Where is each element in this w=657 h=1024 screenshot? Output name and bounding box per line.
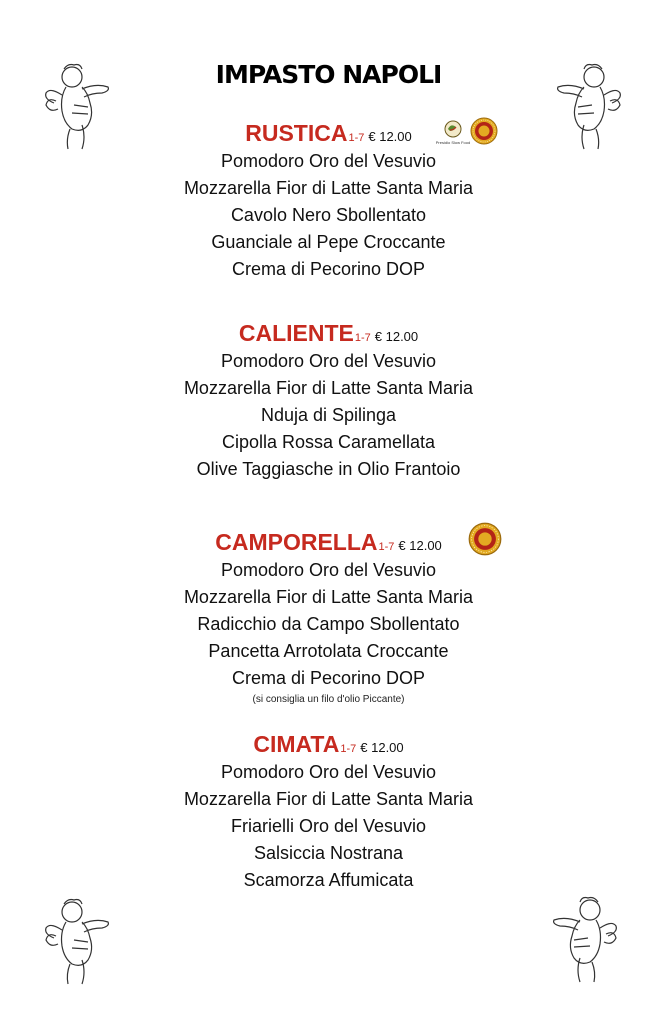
ingredient: Pomodoro Oro del Vesuvio xyxy=(220,351,437,371)
menu-item xyxy=(0,527,657,708)
cherub-icon xyxy=(42,890,114,990)
ingredient: Friarielli Oro del Vesuvio xyxy=(230,816,427,836)
slow-food-icon xyxy=(435,118,471,146)
ingredient: Olive Taggiasche in Olio Frantoio xyxy=(196,459,461,479)
ingredient: Scamorza Affumicata xyxy=(243,870,414,890)
ingredient: Mozzarella Fior di Latte Santa Maria xyxy=(183,378,474,398)
dish-name: CAMPORELLA xyxy=(215,529,378,555)
ingredient: Salsiccia Nostrana xyxy=(253,843,404,863)
dish-allergens: 1-7 xyxy=(354,332,371,344)
dish-header xyxy=(0,118,657,148)
ingredient: Radicchio da Campo Sbollentato xyxy=(197,614,460,634)
ingredient: Cipolla Rossa Caramellata xyxy=(221,432,436,452)
dish-allergens: 1-7 xyxy=(378,541,395,553)
menu-item xyxy=(0,729,657,894)
ingredient: Nduja di Spilinga xyxy=(260,405,397,425)
dish-price: € 12.00 xyxy=(360,740,404,755)
ingredient: Mozzarella Fior di Latte Santa Maria xyxy=(183,587,474,607)
ingredient: Cavolo Nero Sbollentato xyxy=(230,205,427,225)
dish-name: RUSTICA xyxy=(245,120,348,146)
dish-price: € 12.00 xyxy=(374,329,419,344)
dish-price: € 12.00 xyxy=(398,538,442,553)
dish-price: € 12.00 xyxy=(368,129,412,144)
ingredient: Pancetta Arrotolata Croccante xyxy=(208,641,449,661)
ingredient: Mozzarella Fior di Latte Santa Maria xyxy=(183,789,474,809)
dish-header xyxy=(0,729,657,759)
menu-item xyxy=(0,118,657,283)
cherub-icon xyxy=(548,888,620,988)
dish-allergens: 1-7 xyxy=(348,132,365,144)
dish-header xyxy=(0,527,657,557)
dish-name: CIMATA xyxy=(253,731,340,757)
dish-note: (si consiglia un filo d'olio Piccante) xyxy=(252,694,405,705)
ingredient: Pomodoro Oro del Vesuvio xyxy=(220,560,437,580)
page-title: IMPASTO NAPOLI xyxy=(215,60,442,89)
dop-seal-icon xyxy=(468,522,502,556)
dish-allergens: 1-7 xyxy=(340,743,357,755)
ingredient: Crema di Pecorino DOP xyxy=(231,668,426,688)
slow-food-label: Presidio Slow Food xyxy=(435,140,471,145)
dop-seal-icon xyxy=(470,117,498,145)
dish-name: CALIENTE xyxy=(238,320,354,346)
ingredient: Pomodoro Oro del Vesuvio xyxy=(220,762,437,782)
ingredient: Crema di Pecorino DOP xyxy=(231,259,426,279)
menu-item xyxy=(0,318,657,483)
ingredient: Guanciale al Pepe Croccante xyxy=(211,232,446,252)
ingredient: Mozzarella Fior di Latte Santa Maria xyxy=(183,178,474,198)
dish-header xyxy=(0,318,657,348)
ingredient: Pomodoro Oro del Vesuvio xyxy=(220,151,437,171)
